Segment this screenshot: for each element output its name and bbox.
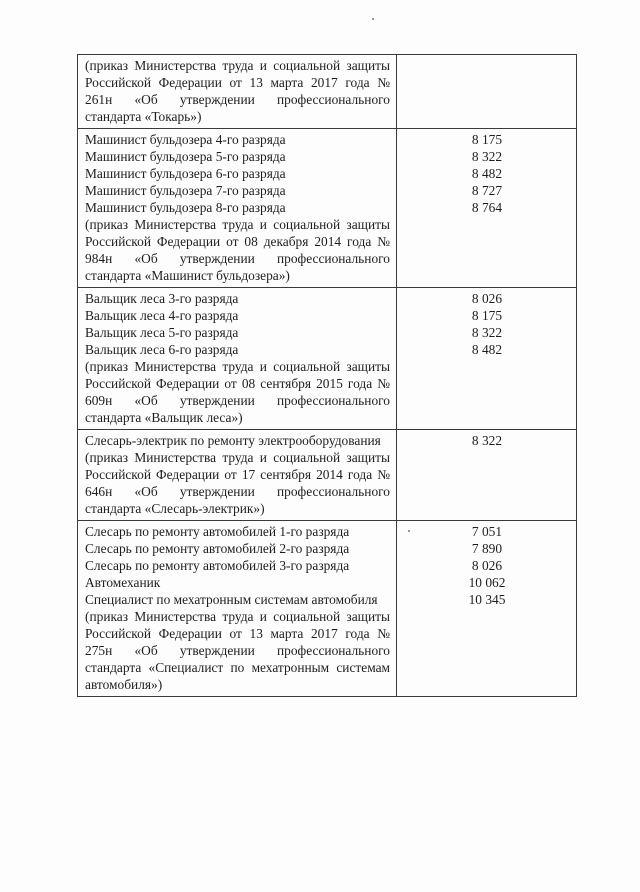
salary-cell — [397, 430, 577, 521]
order-reference: (приказ Министерства труда и социальной защиты Российской Федерации от 17 сентября 2014 года № 646н «Об утверждении профессионального стандарта «Слесарь-электрик») — [85, 450, 390, 516]
salary-value: 8 026 — [471, 291, 503, 306]
table-row — [78, 521, 577, 697]
salary-cell — [397, 55, 577, 129]
scan-speck — [372, 18, 374, 20]
salary-cell — [397, 288, 577, 430]
position-cell — [78, 521, 397, 697]
order-reference: (приказ Министерства труда и социальной защиты Российской Федерации от 13 марта 2017 года № 275н «Об утверждении профессионального стандарта «Специалист по мехатронным системам автомобиля») — [85, 609, 390, 692]
salary-value: 8 175 — [471, 132, 503, 147]
position-cell — [78, 430, 397, 521]
position-name: Вальщик леса 4-го разряда — [85, 308, 239, 323]
salary-value: 8 482 — [471, 166, 503, 181]
position-cell — [78, 55, 397, 129]
salary-value: 8 322 — [471, 325, 503, 340]
salary-cell — [397, 129, 577, 288]
table-row — [78, 288, 577, 430]
position-name: Слесарь по ремонту автомобилей 1-го разряда — [85, 524, 350, 539]
position-name: Вальщик леса 3-го разряда — [85, 291, 239, 306]
position-name: Автомеханик — [85, 575, 161, 590]
salary-value: 7 890 — [471, 541, 503, 556]
position-name: Машинист бульдозера 8-го разряда — [85, 200, 286, 215]
salary-value: 8 764 — [471, 200, 503, 215]
position-name: Специалист по мехатронным системам автомобиля — [85, 592, 378, 607]
position-name: Машинист бульдозера 6-го разряда — [85, 166, 286, 181]
salary-value: 8 322 — [471, 149, 503, 164]
position-name: Слесарь по ремонту автомобилей 2-го разряда — [85, 541, 350, 556]
salary-value: 8 727 — [471, 183, 503, 198]
position-name: Вальщик леса 5-го разряда — [85, 325, 239, 340]
scan-speck — [408, 530, 410, 532]
salary-cell — [397, 521, 577, 697]
order-reference: (приказ Министерства труда и социальной защиты Российской Федерации от 08 декабря 2014 года № 984н «Об утверждении профессионального стандарта «Машинист бульдозера») — [85, 217, 390, 283]
wage-table — [77, 54, 577, 697]
order-reference: (приказ Министерства труда и социальной защиты Российской Федерации от 13 марта 2017 года № 261н «Об утверждении профессионального стандарта «Токарь») — [85, 58, 390, 124]
salary-value: 10 062 — [468, 575, 506, 590]
position-name: Вальщик леса 6-го разряда — [85, 342, 239, 357]
position-name: Слесарь-электрик по ремонту электрооборудования — [85, 433, 381, 448]
position-name: Машинист бульдозера 5-го разряда — [85, 149, 286, 164]
position-cell — [78, 129, 397, 288]
position-cell — [78, 288, 397, 430]
position-name: Машинист бульдозера 4-го разряда — [85, 132, 286, 147]
salary-value: 8 322 — [471, 433, 503, 448]
salary-value: 8 175 — [471, 308, 503, 323]
table-row — [78, 430, 577, 521]
salary-value: 8 026 — [471, 558, 503, 573]
table-row — [78, 55, 577, 129]
position-name: Слесарь по ремонту автомобилей 3-го разряда — [85, 558, 350, 573]
position-name: Машинист бульдозера 7-го разряда — [85, 183, 286, 198]
salary-value: 10 345 — [468, 592, 506, 607]
salary-value: 8 482 — [471, 342, 503, 357]
table-row — [78, 129, 577, 288]
salary-value: 7 051 — [471, 524, 503, 539]
order-reference: (приказ Министерства труда и социальной защиты Российской Федерации от 08 сентября 2015 года № 609н «Об утверждении профессионального стандарта «Вальщик леса») — [85, 359, 390, 425]
